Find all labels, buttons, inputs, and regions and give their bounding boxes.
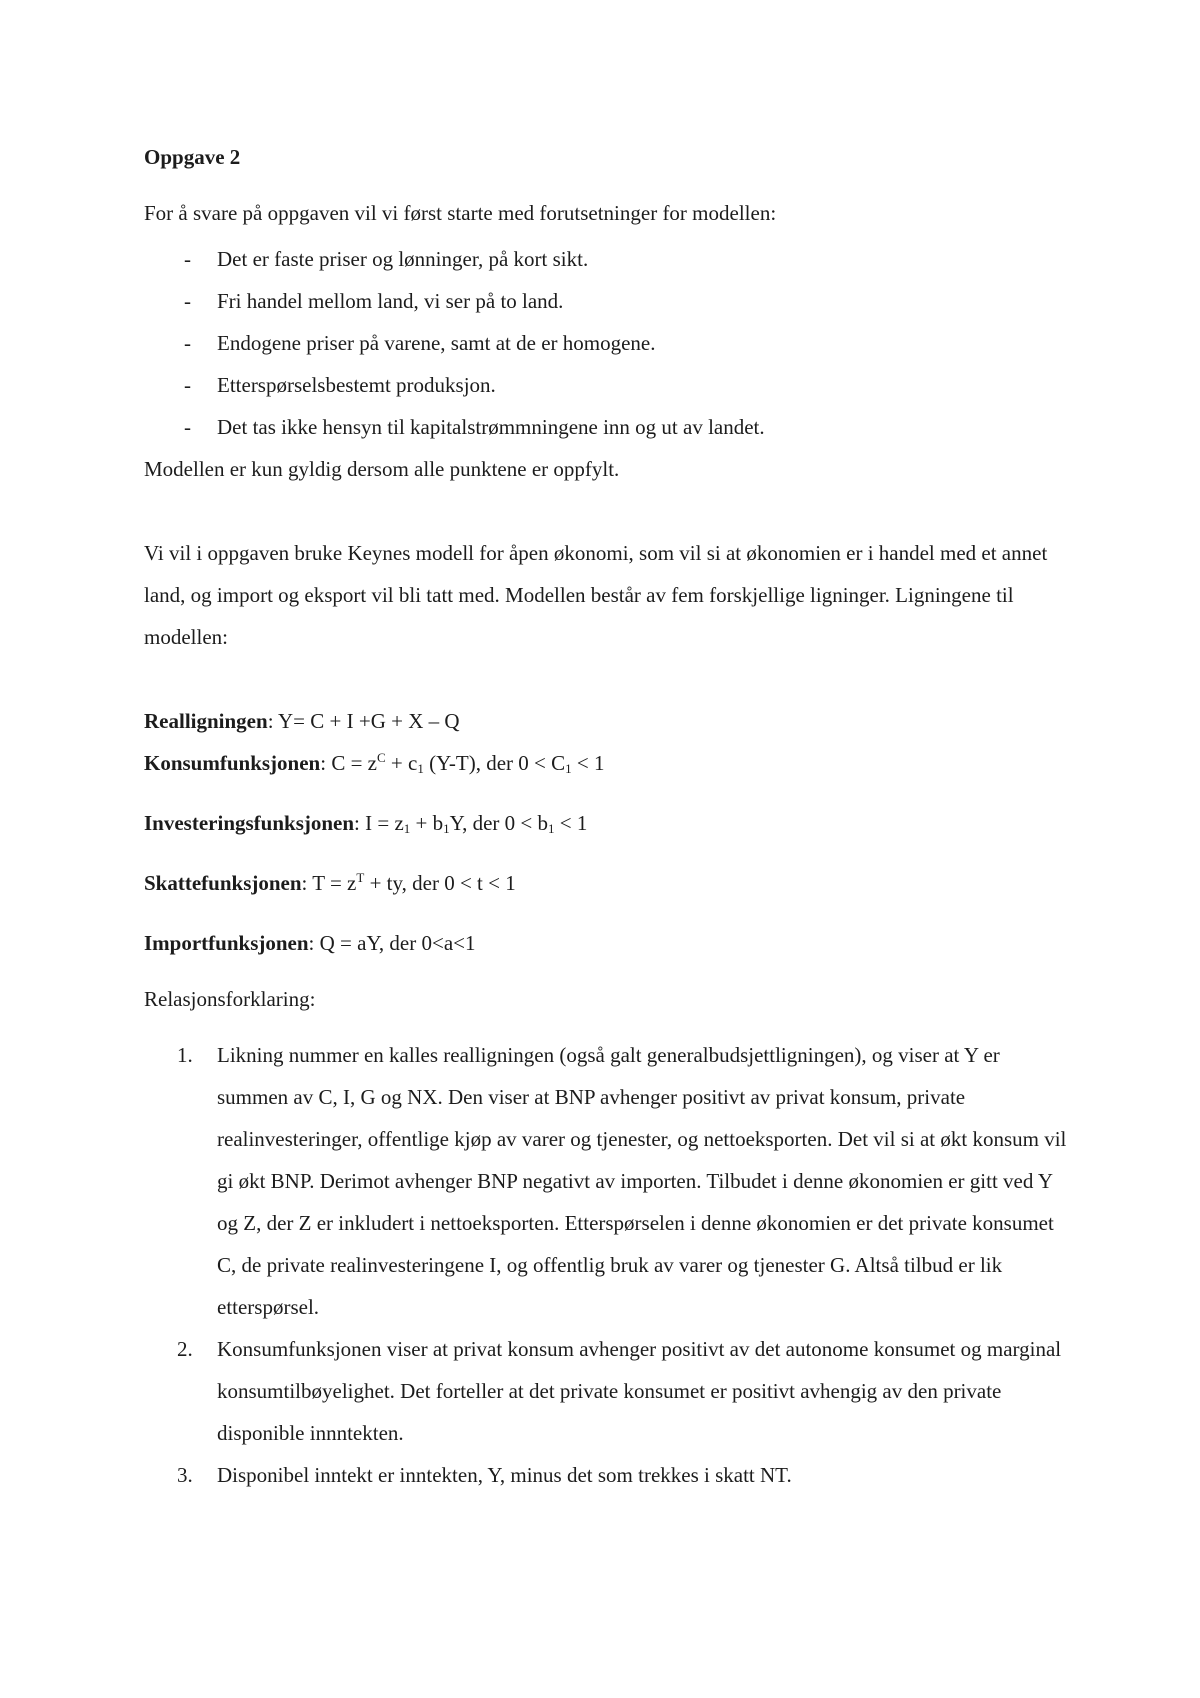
equation-import: Importfunksjonen: Q = aY, der 0<a<1: [144, 931, 476, 955]
equation-invest: Investeringsfunksjonen: $I = z_1 + b_1Y$, der $0 < b_1 < 1$: [144, 811, 588, 836]
list-item: - Det er faste priser og lønninger, på kort sikt.: [144, 238, 1070, 280]
intro-paragraph: For å svare på oppgaven vil vi først starte med forutsetninger for modellen:: [144, 201, 777, 225]
equation-name: Konsumfunksjonen: [144, 751, 321, 775]
list-number: 3.: [177, 1463, 193, 1487]
dash-bullet: -: [184, 415, 191, 439]
assumption-list: [144, 238, 1070, 448]
dash-bullet: -: [184, 247, 191, 271]
dash-bullet: -: [184, 373, 191, 397]
list-item: 1. Likning nummer en kalles realligningen (også galt generalbudsjettligningen), og viser at Y er summen av C, I, G og NX. Den viser at BNP avhenger positivt av privat konsum, private realinvesteringer, offentlige kjøp av varer og tjenester, og nettoeksporten. Det vil si at økt konsum vil gi økt BNP. Derimot avhenger BNP negativt av importen. Tilbudet i denne økonomien er gitt ved Y og Z, der Z er inkludert i nettoeksporten. Etterspørselen i denne økonomien er det private konsumet C, de private realinvesteringene I, og offentlig bruk av varer og tjenester G. Altså tilbud er lik etterspørsel.: [144, 1034, 1070, 1328]
model-paragraph: Vi vil i oppgaven bruke Keynes modell for åpen økonomi, som vil si at økonomien er i handel med et annet land, og import og eksport vil bli tatt med. Modellen består av fem forskjellige ligninger. Ligningene til modellen:: [144, 541, 1048, 649]
list-number: 2.: [177, 1337, 193, 1361]
list-item: 2. Konsumfunksjonen viser at privat konsum avhenger positivt av det autonome konsumet og marginal konsumtilbøyelighet. Det forteller at det private konsumet er positivt avhengig av den private disponible innntekten.: [144, 1328, 1070, 1454]
equation-name: Investeringsfunksjonen: [144, 811, 355, 835]
relation-list: [144, 1034, 1070, 1496]
page-title: Oppgave 2: [144, 145, 241, 169]
dash-bullet: -: [184, 331, 191, 355]
list-item: 3. Disponibel inntekt er inntekten, Y, minus det som trekkes i skatt NT.: [144, 1454, 1070, 1496]
relation-heading: Relasjonsforklaring:: [144, 987, 316, 1011]
list-item: - Endogene priser på varene, samt at de er homogene.: [144, 322, 1070, 364]
equation-skatt: Skattefunksjonen: $T = z^T$ + ty, der 0 < t < 1: [144, 870, 516, 895]
list-number: 1.: [177, 1043, 193, 1067]
dash-bullet: -: [184, 289, 191, 313]
list-item: - Etterspørselsbestemt produksjon.: [144, 364, 1070, 406]
list-item: - Det tas ikke hensyn til kapitalstrømmningene inn og ut av landet.: [144, 406, 1070, 448]
list-item: - Fri handel mellom land, vi ser på to land.: [144, 280, 1070, 322]
equation-name: Skattefunksjonen: [144, 871, 302, 895]
equation-name: Importfunksjonen: [144, 931, 309, 955]
equation-konsum: Konsumfunksjonen: $C = z^C + c_1$ (Y-T), der $0 < C_1 < 1$: [144, 750, 605, 776]
equation-name: Realligningen: [144, 709, 268, 733]
equation-real: Realligningen: Y= C + I +G + X – Q: [144, 709, 460, 733]
validity-paragraph: Modellen er kun gyldig dersom alle punktene er oppfylt.: [144, 457, 620, 481]
